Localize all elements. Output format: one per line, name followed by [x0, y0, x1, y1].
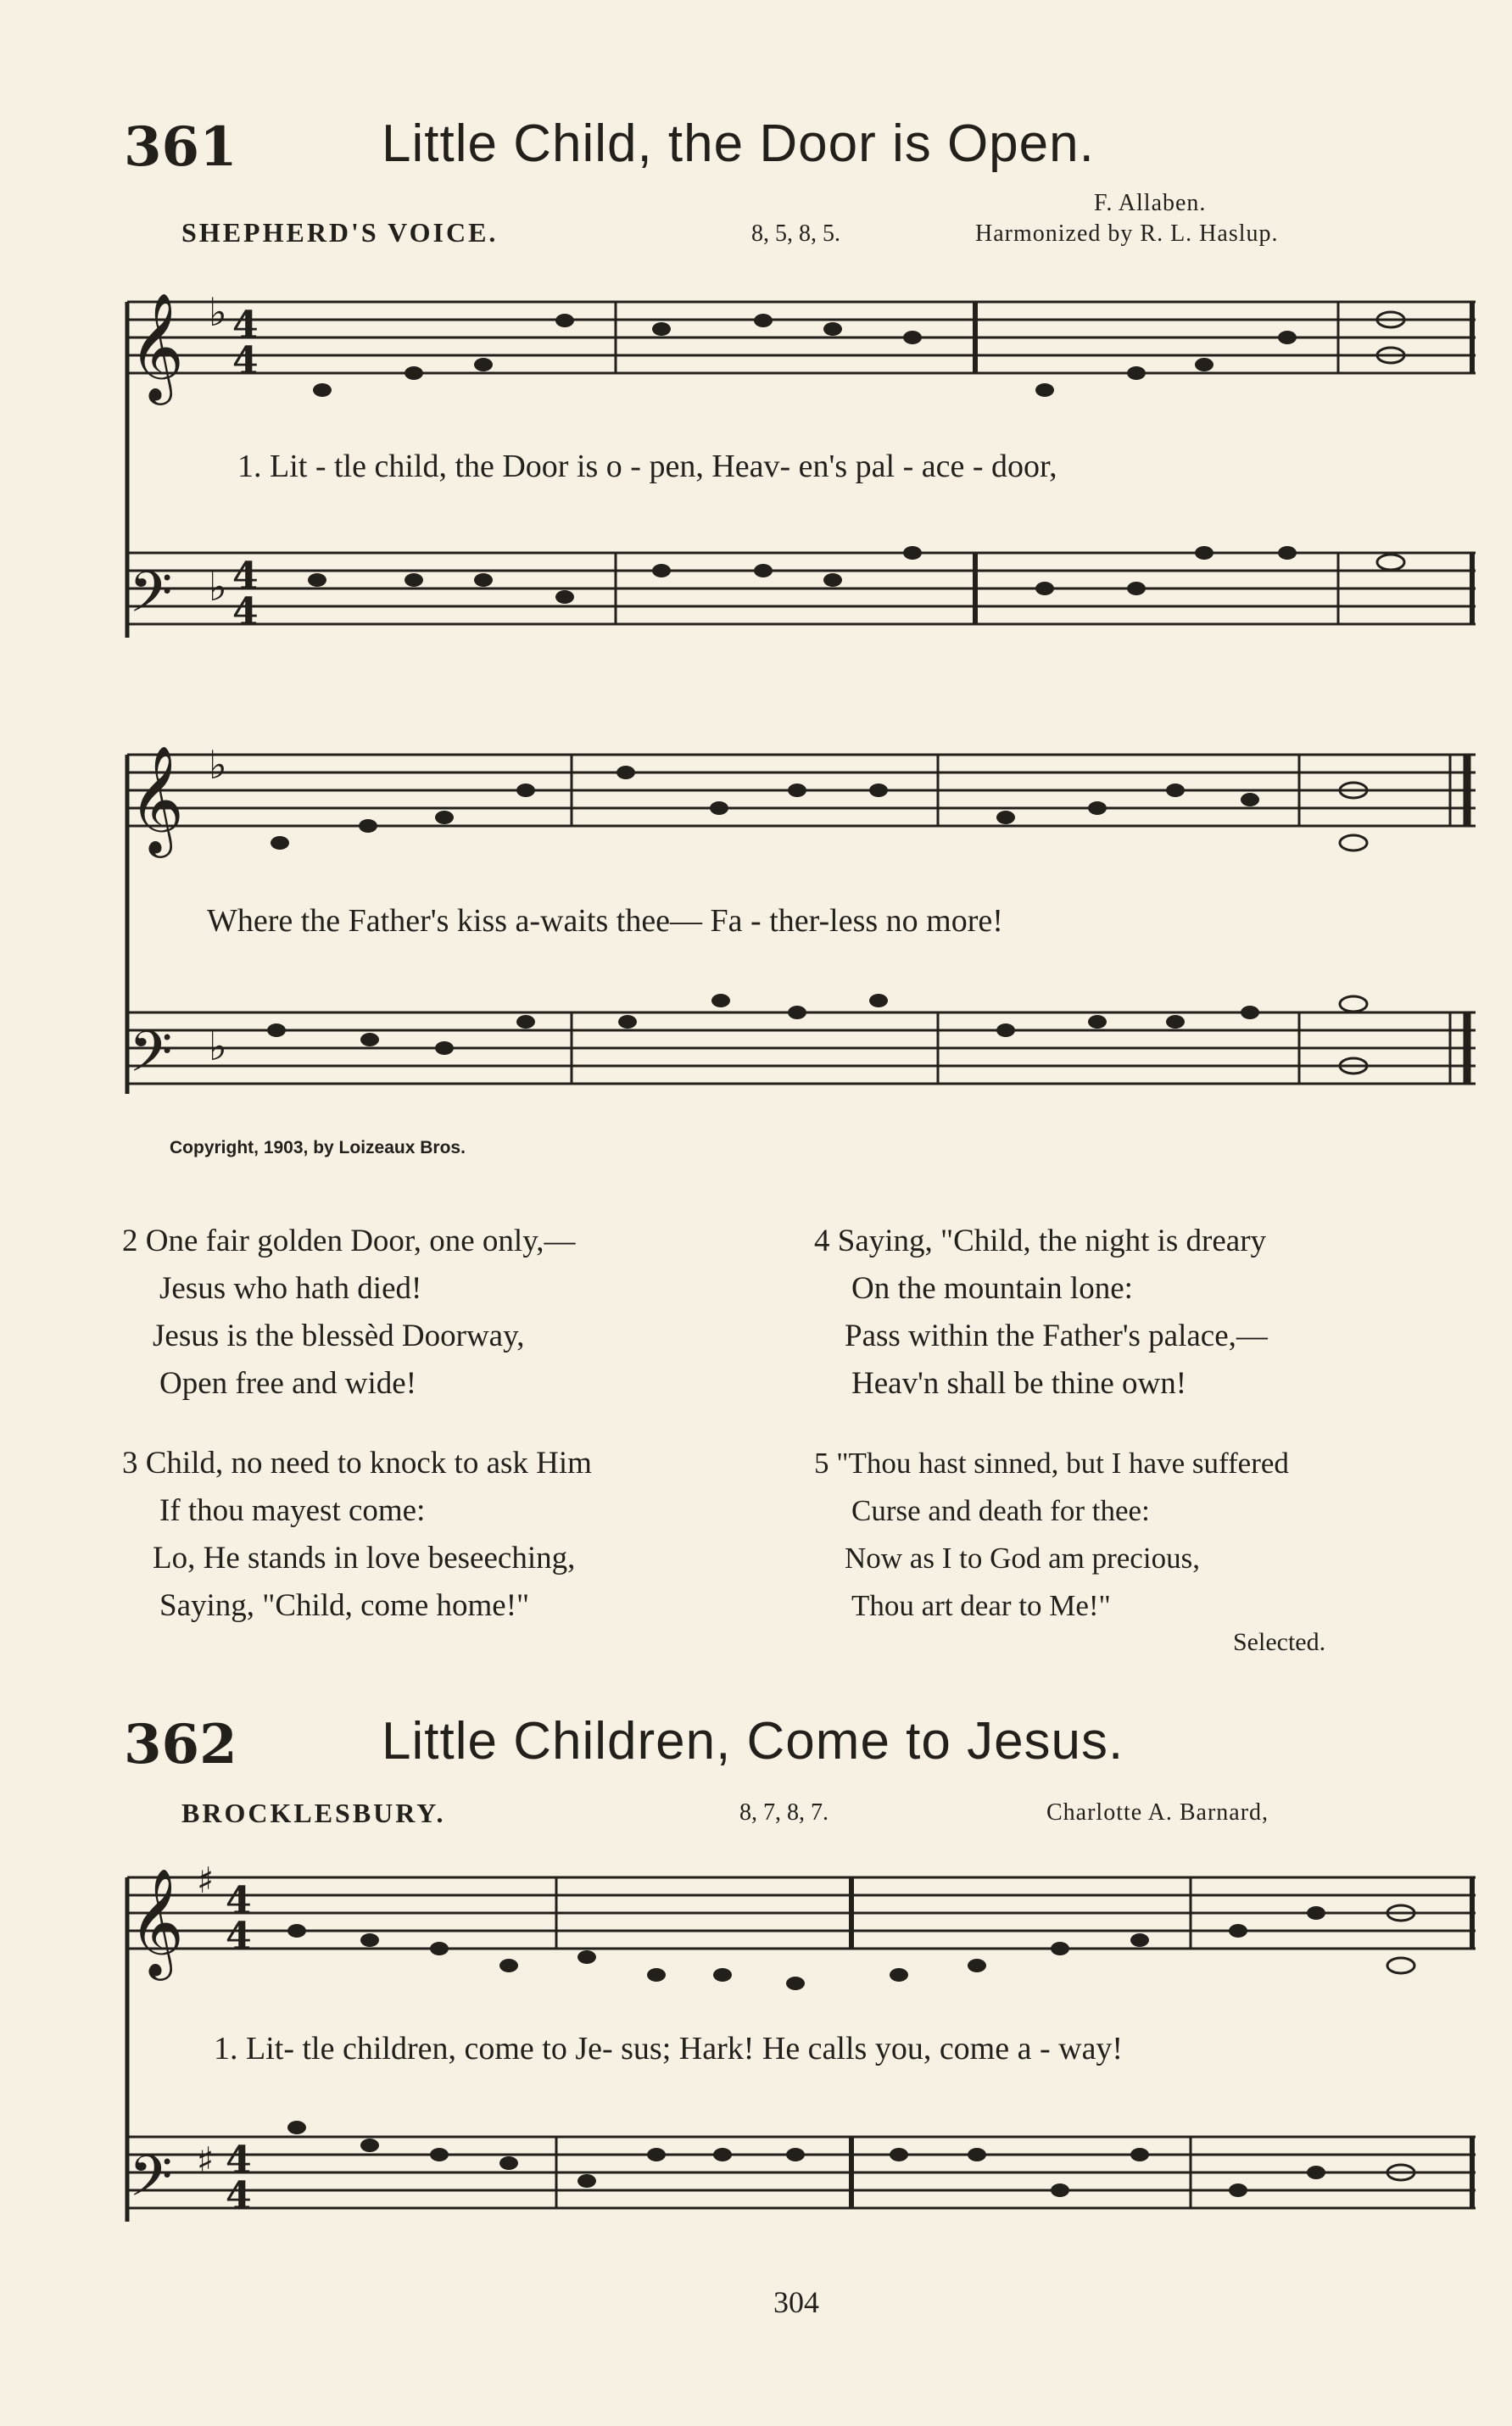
verse-line: Pass within the Father's palace,— [845, 1319, 1268, 1353]
verse-line: Jesus is the blessèd Doorway, [153, 1319, 525, 1353]
hymn-361-harmonizer: Harmonized by R. L. Haslup. [975, 220, 1279, 247]
svg-text:𝄞: 𝄞 [129, 292, 185, 400]
hymn-361-title: Little Child, the Door is Open. [382, 114, 1095, 173]
staff-treble-system-3 [127, 1877, 1476, 1949]
verse-line: 5 "Thou hast sinned, but I have suffered [814, 1447, 1289, 1480]
verse-line: Now as I to God am precious, [845, 1542, 1200, 1575]
hymn-361-lyrics-line-2: Where the Father's kiss a-waits thee— Fa - ther-less no more! [207, 903, 1003, 939]
hymn-362-number: 362 [124, 1713, 237, 1776]
svg-text:4: 4 [226, 2174, 252, 2217]
svg-text:4: 4 [232, 555, 259, 598]
hymn-361-tune-name: SHEPHERD'S VOICE. [181, 217, 499, 248]
hymn-362-lyrics-line-1: 1. Lit- tle children, come to Je- sus; Hark! He calls you, come a - way! [214, 2031, 1124, 2066]
verse-line: 3 Child, no need to knock to ask Him [122, 1446, 592, 1481]
svg-text:𝄞: 𝄞 [129, 745, 185, 853]
hymn-361-author: F. Allaben. [1094, 190, 1207, 216]
staff-bass-system-3 [127, 2137, 1476, 2208]
verse-line: 2 One fair golden Door, one only,— [122, 1224, 576, 1258]
svg-text:4: 4 [226, 2139, 252, 2182]
svg-text:♭: ♭ [209, 1023, 227, 1069]
verse-line: If thou mayest come: [159, 1493, 426, 1528]
hymn-362-author: Charlotte A. Barnard, [1046, 1799, 1269, 1826]
svg-text:4: 4 [232, 339, 259, 382]
svg-text:♯: ♯ [197, 2139, 215, 2181]
svg-text:♭: ♭ [209, 564, 227, 610]
svg-text:4: 4 [226, 1879, 252, 1922]
verse-line: Lo, He stands in love beseeching, [153, 1541, 576, 1576]
hymn-361-source-note: Selected. [1233, 1628, 1326, 1656]
svg-text:4: 4 [226, 1915, 252, 1958]
svg-text:4: 4 [232, 590, 259, 633]
hymn-361-lyrics-line-1: 1. Lit - tle child, the Door is o - pen, Heav- en's pal - ace - door, [237, 449, 1057, 484]
hymn-361-copyright: Copyright, 1903, by Loizeaux Bros. [170, 1138, 466, 1157]
verse-line: Thou art dear to Me!" [851, 1589, 1111, 1622]
svg-text:♯: ♯ [197, 1860, 215, 1901]
hymn-362-title: Little Children, Come to Jesus. [382, 1712, 1124, 1771]
verse-line: Open free and wide! [159, 1366, 417, 1401]
svg-text:𝄢: 𝄢 [129, 2144, 173, 2222]
svg-text:𝄢: 𝄢 [129, 560, 173, 639]
verse-line: Curse and death for thee: [851, 1494, 1150, 1527]
svg-text:4: 4 [232, 304, 259, 347]
svg-text:𝄢: 𝄢 [129, 1019, 173, 1098]
verse-line: 4 Saying, "Child, the night is dreary [814, 1224, 1267, 1258]
verse-line: Saying, "Child, come home!" [159, 1588, 530, 1623]
hymn-361-meter: 8, 5, 8, 5. [751, 220, 840, 247]
verse-line: On the mountain lone: [851, 1271, 1133, 1306]
svg-text:♭: ♭ [209, 742, 227, 788]
page-number: 304 [773, 2285, 819, 2319]
verse-line: Heav'n shall be thine own! [851, 1366, 1187, 1401]
hymn-361-number: 361 [124, 115, 237, 179]
hymn-362-meter: 8, 7, 8, 7. [739, 1799, 829, 1826]
svg-text:𝄞: 𝄞 [129, 1867, 185, 1976]
verse-line: Jesus who hath died! [159, 1271, 422, 1306]
hymn-362-tune-name: BROCKLESBURY. [181, 1798, 446, 1828]
svg-text:♭: ♭ [209, 289, 227, 335]
